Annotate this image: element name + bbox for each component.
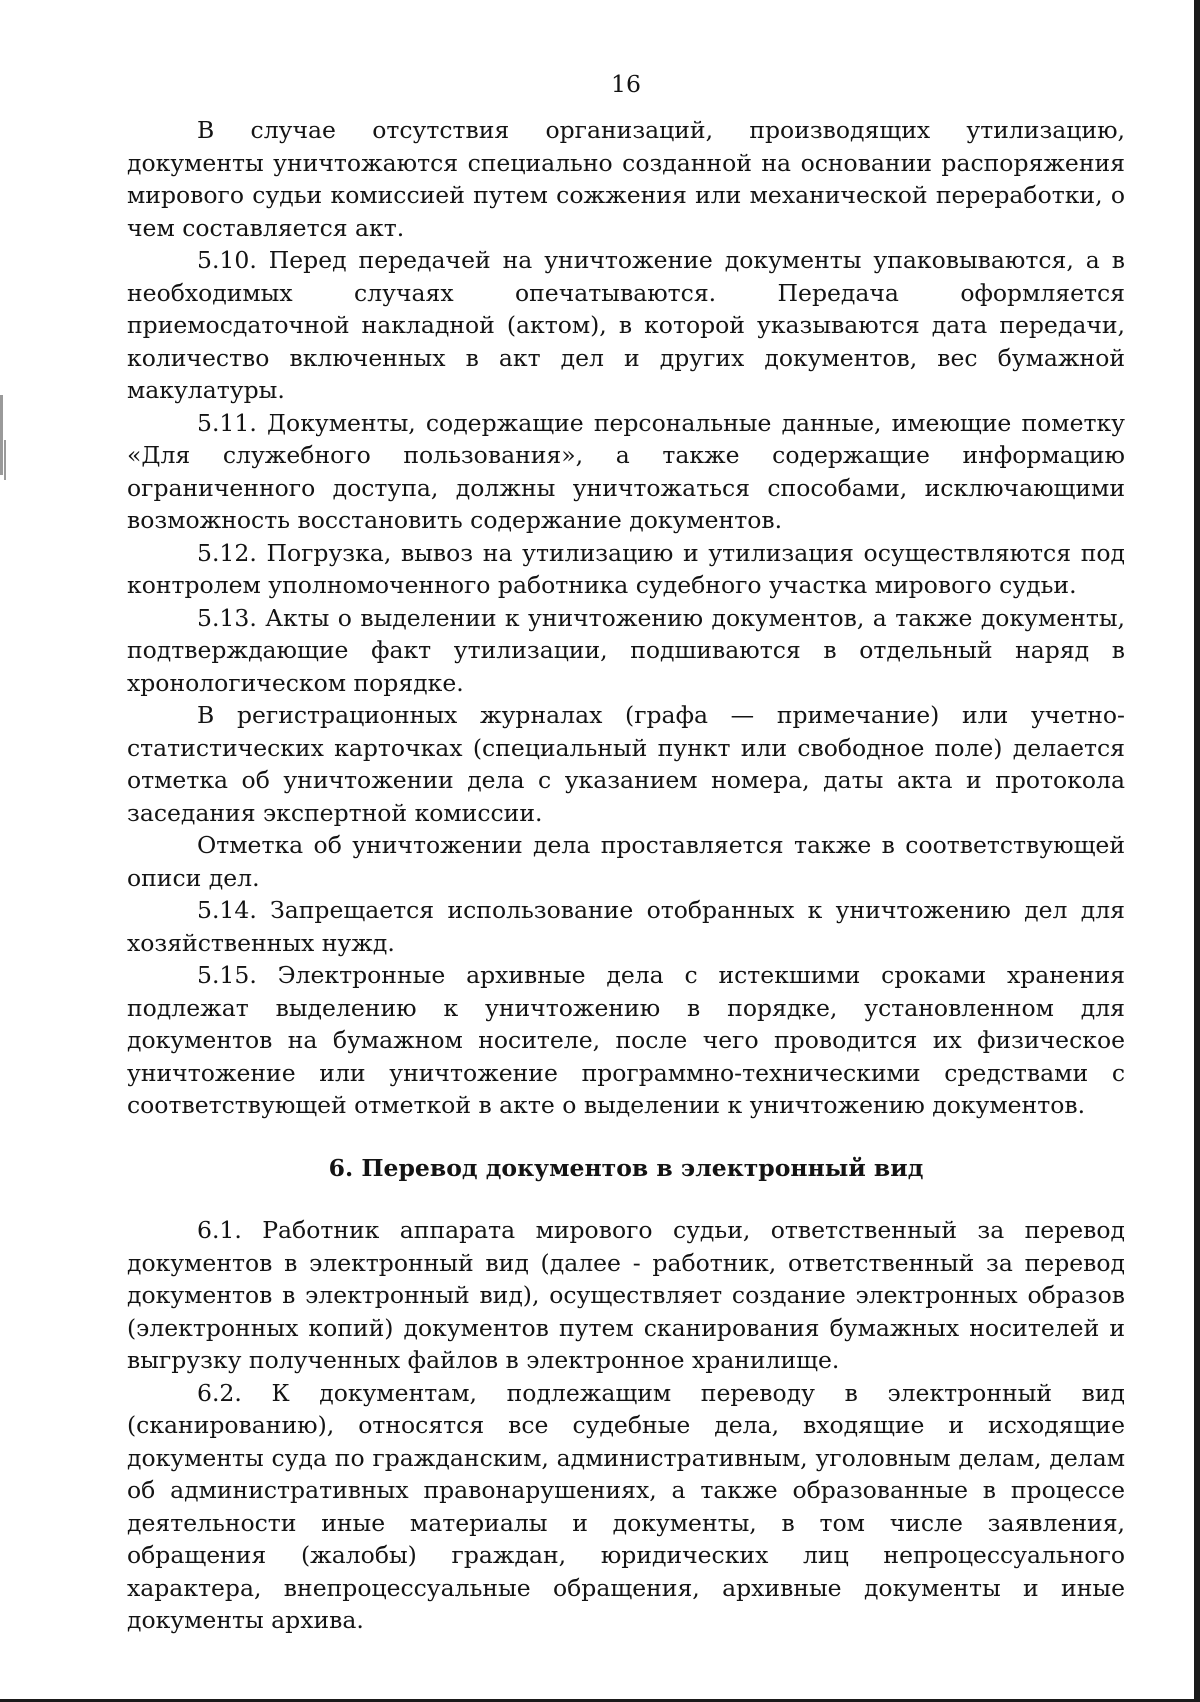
paragraph-5-11: 5.11. Документы, содержащие персональные данные, имеющие пометку «Для служебного пользования», а также содержащие информацию ограниченного доступа, должны уничтожаться способами, исключающими возможность восстановить содержание документов. [127,408,1125,534]
paragraph-5-10: 5.10. Перед передачей на уничтожение документы упаковываются, а в необходимых случаях опечатываются. Передача оформляется приемосдаточной накладной (актом), в которой указываются дата передачи, количество включенных в акт дел и других документов, вес бумажной макулатуры. [127,246,1125,404]
section-heading: 6. Перевод документов в электронный вид [328,1153,924,1182]
paragraph-6-1: 6.1. Работник аппарата мирового судьи, ответственный за перевод документов в электронный вид (далее - работник, ответственный за перевод документов в электронный вид), осуществляет создание электронных образов (электронных копий) документов путем сканирования бумажных носителей и выгрузку полученных файлов в электронное хранилище. [127,1216,1125,1374]
paragraph-5-13: 5.13. Акты о выделении к уничтожению документов, а также документы, подтверждающие факт утилизации, подшиваются в отдельный наряд в хронологическом порядке. [127,603,1125,697]
scan-edge-mark [0,395,3,475]
paragraph-5-14: 5.14. Запрещается использование отобранных к уничтожению дел для хозяйственных нужд. [127,896,1125,957]
paragraph-5-12: 5.12. Погрузка, вывоз на утилизацию и утилизация осуществляются под контролем уполномоченного работника судебного участка мирового судьи. [127,538,1125,599]
paragraph-6-2: 6.2. К документам, подлежащим переводу в электронный вид (сканированию), относятся все судебные дела, входящие и исходящие документы суда по гражданским, административным, уголовным делам, делам об административных правонарушениях, а также образованные в процессе деятельности иные материалы и документы, в том числе заявления, обращения (жалобы) граждан, юридических лиц непроцессуального характера, внепроцессуальные обращения, архивные документы и иные документы архива. [127,1378,1125,1634]
paragraph-destruction-commission: В случае отсутствия организаций, производящих утилизацию, документы уничтожаются специально созданной на основании распоряжения мирового судьи комиссией путем сожжения или механической переработки, о чем составляется акт. [127,116,1125,242]
page-number: 16 [611,70,641,98]
scan-edge-mark [4,440,6,480]
document-body [127,68,1125,1637]
paragraph-5-15: 5.15. Электронные архивные дела с истекшими сроками хранения подлежат выделению к уничтожению в порядке, установленном для документов на бумажном носителе, после чего проводится их физическое уничтожение или уничтожение программно-техническими средствами с соответствующей отметкой в акте о выделении к уничтожению документов. [127,961,1125,1119]
paragraph-registration-journals: В регистрационных журналах (графа — примечание) или учетно-статистических карточках (специальный пункт или свободное поле) делается отметка об уничтожении дела с указанием номера, даты акта и протокола заседания экспертной комиссии. [127,701,1125,827]
paragraph-inventory-mark: Отметка об уничтожении дела проставляется также в соответствующей описи дел. [127,831,1125,892]
